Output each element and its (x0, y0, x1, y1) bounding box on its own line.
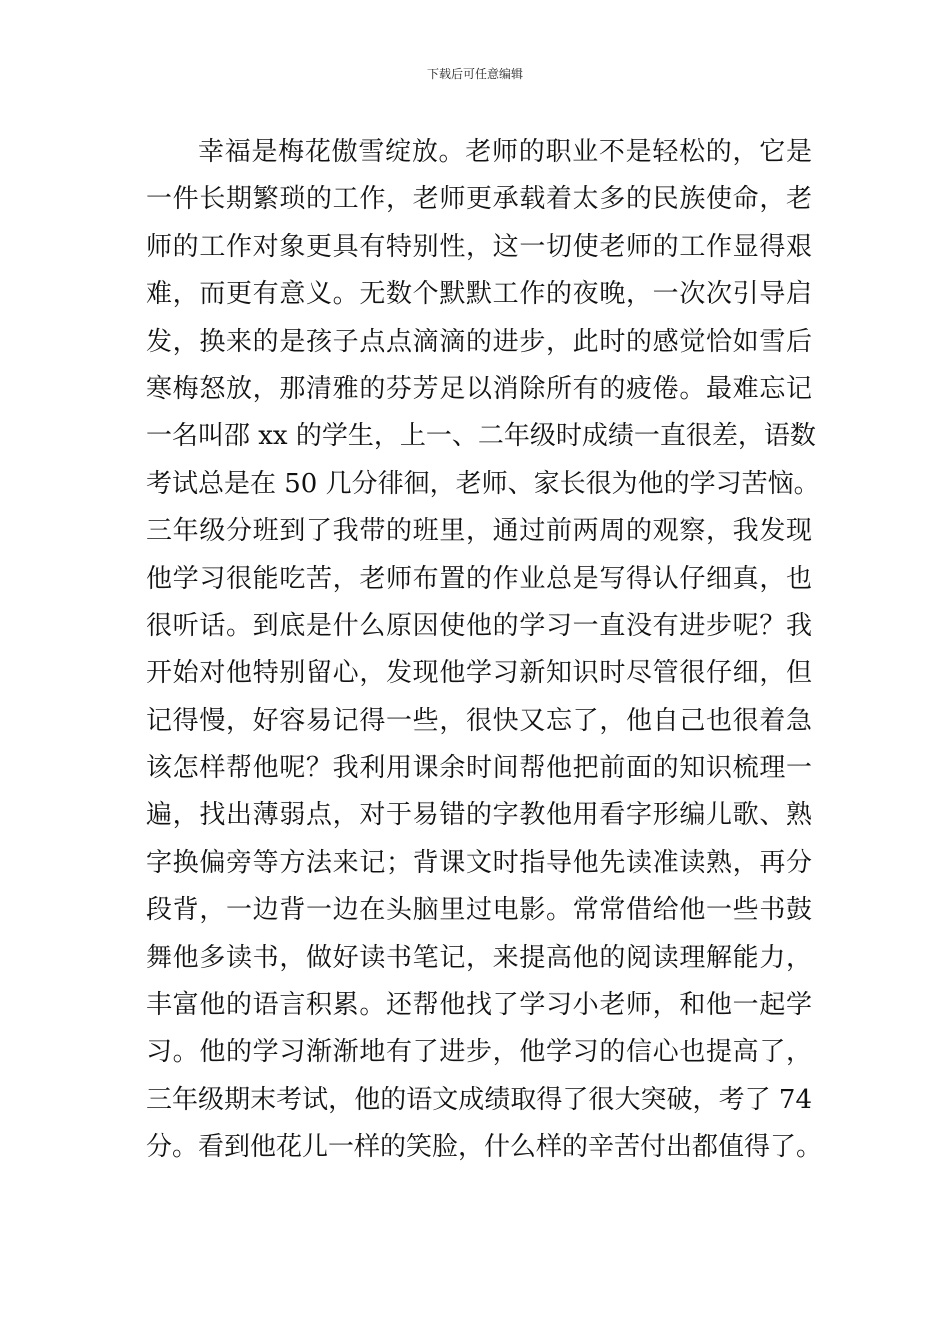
text-line: 一名叫邵 xx 的学生，上一、二年级时成绩一直很差，语数 (146, 421, 816, 452)
text-line: 习。他的学习渐渐地有了进步，他学习的信心也提高了， (146, 1037, 812, 1068)
text-line: 舞他多读书，做好读书笔记，来提高他的阅读理解能力， (146, 942, 812, 973)
text-line: 记得慢，好容易记得一些，很快又忘了，他自己也很着急 (146, 705, 812, 736)
text-line: 分。看到他花儿一样的笑脸，什么样的辛苦付出都值得了。 (146, 1132, 823, 1163)
text-line: 三年级分班到了我带的班里，通过前两周的观察，我发现 (146, 516, 812, 547)
text-line: 开始对他特别留心，发现他学习新知识时尽管很仔细，但 (146, 658, 812, 689)
text-line: 发，换来的是孩子点点滴滴的进步，此时的感觉恰如雪后 (146, 326, 812, 357)
text-line: 遍，找出薄弱点，对于易错的字教他用看字形编儿歌、熟 (146, 800, 812, 831)
text-line: 师的工作对象更具有特别性，这一切使老师的工作显得艰 (146, 231, 812, 262)
text-line: 考试总是在 50 几分徘徊，老师、家长很为他的学习苦恼。 (146, 468, 820, 499)
text-line: 三年级期末考试，他的语文成绩取得了很大突破，考了 74 (146, 1084, 812, 1115)
text-line: 丰富他的语言积累。还帮他找了学习小老师，和他一起学 (146, 990, 812, 1021)
text-line: 他学习很能吃苦，老师布置的作业总是写得认仔细真，也 (146, 563, 812, 594)
text-line: 字换偏旁等方法来记；背课文时指导他先读准读熟，再分 (146, 847, 812, 878)
text-line: 很听话。到底是什么原因使他的学习一直没有进步呢？我 (146, 610, 812, 641)
text-line: 该怎样帮他呢？我利用课余时间帮他把前面的知识梳理一 (146, 753, 812, 784)
document-body (146, 129, 823, 1172)
text-line: 幸福是梅花傲雪绽放。老师的职业不是轻松的，它是 (198, 137, 812, 167)
text-line: 寒梅怒放，那清雅的芬芳足以消除所有的疲倦。最难忘记 (146, 373, 812, 404)
text-line: 一件长期繁琐的工作，老师更承载着太多的民族使命，老 (146, 184, 812, 215)
text-line: 难，而更有意义。无数个默默工作的夜晚，一次次引导启 (146, 279, 812, 310)
page-header: 下载后可任意编辑 (426, 67, 523, 81)
text-line: 段背，一边背一边在头脑里过电影。常常借给他一些书鼓 (146, 895, 812, 926)
